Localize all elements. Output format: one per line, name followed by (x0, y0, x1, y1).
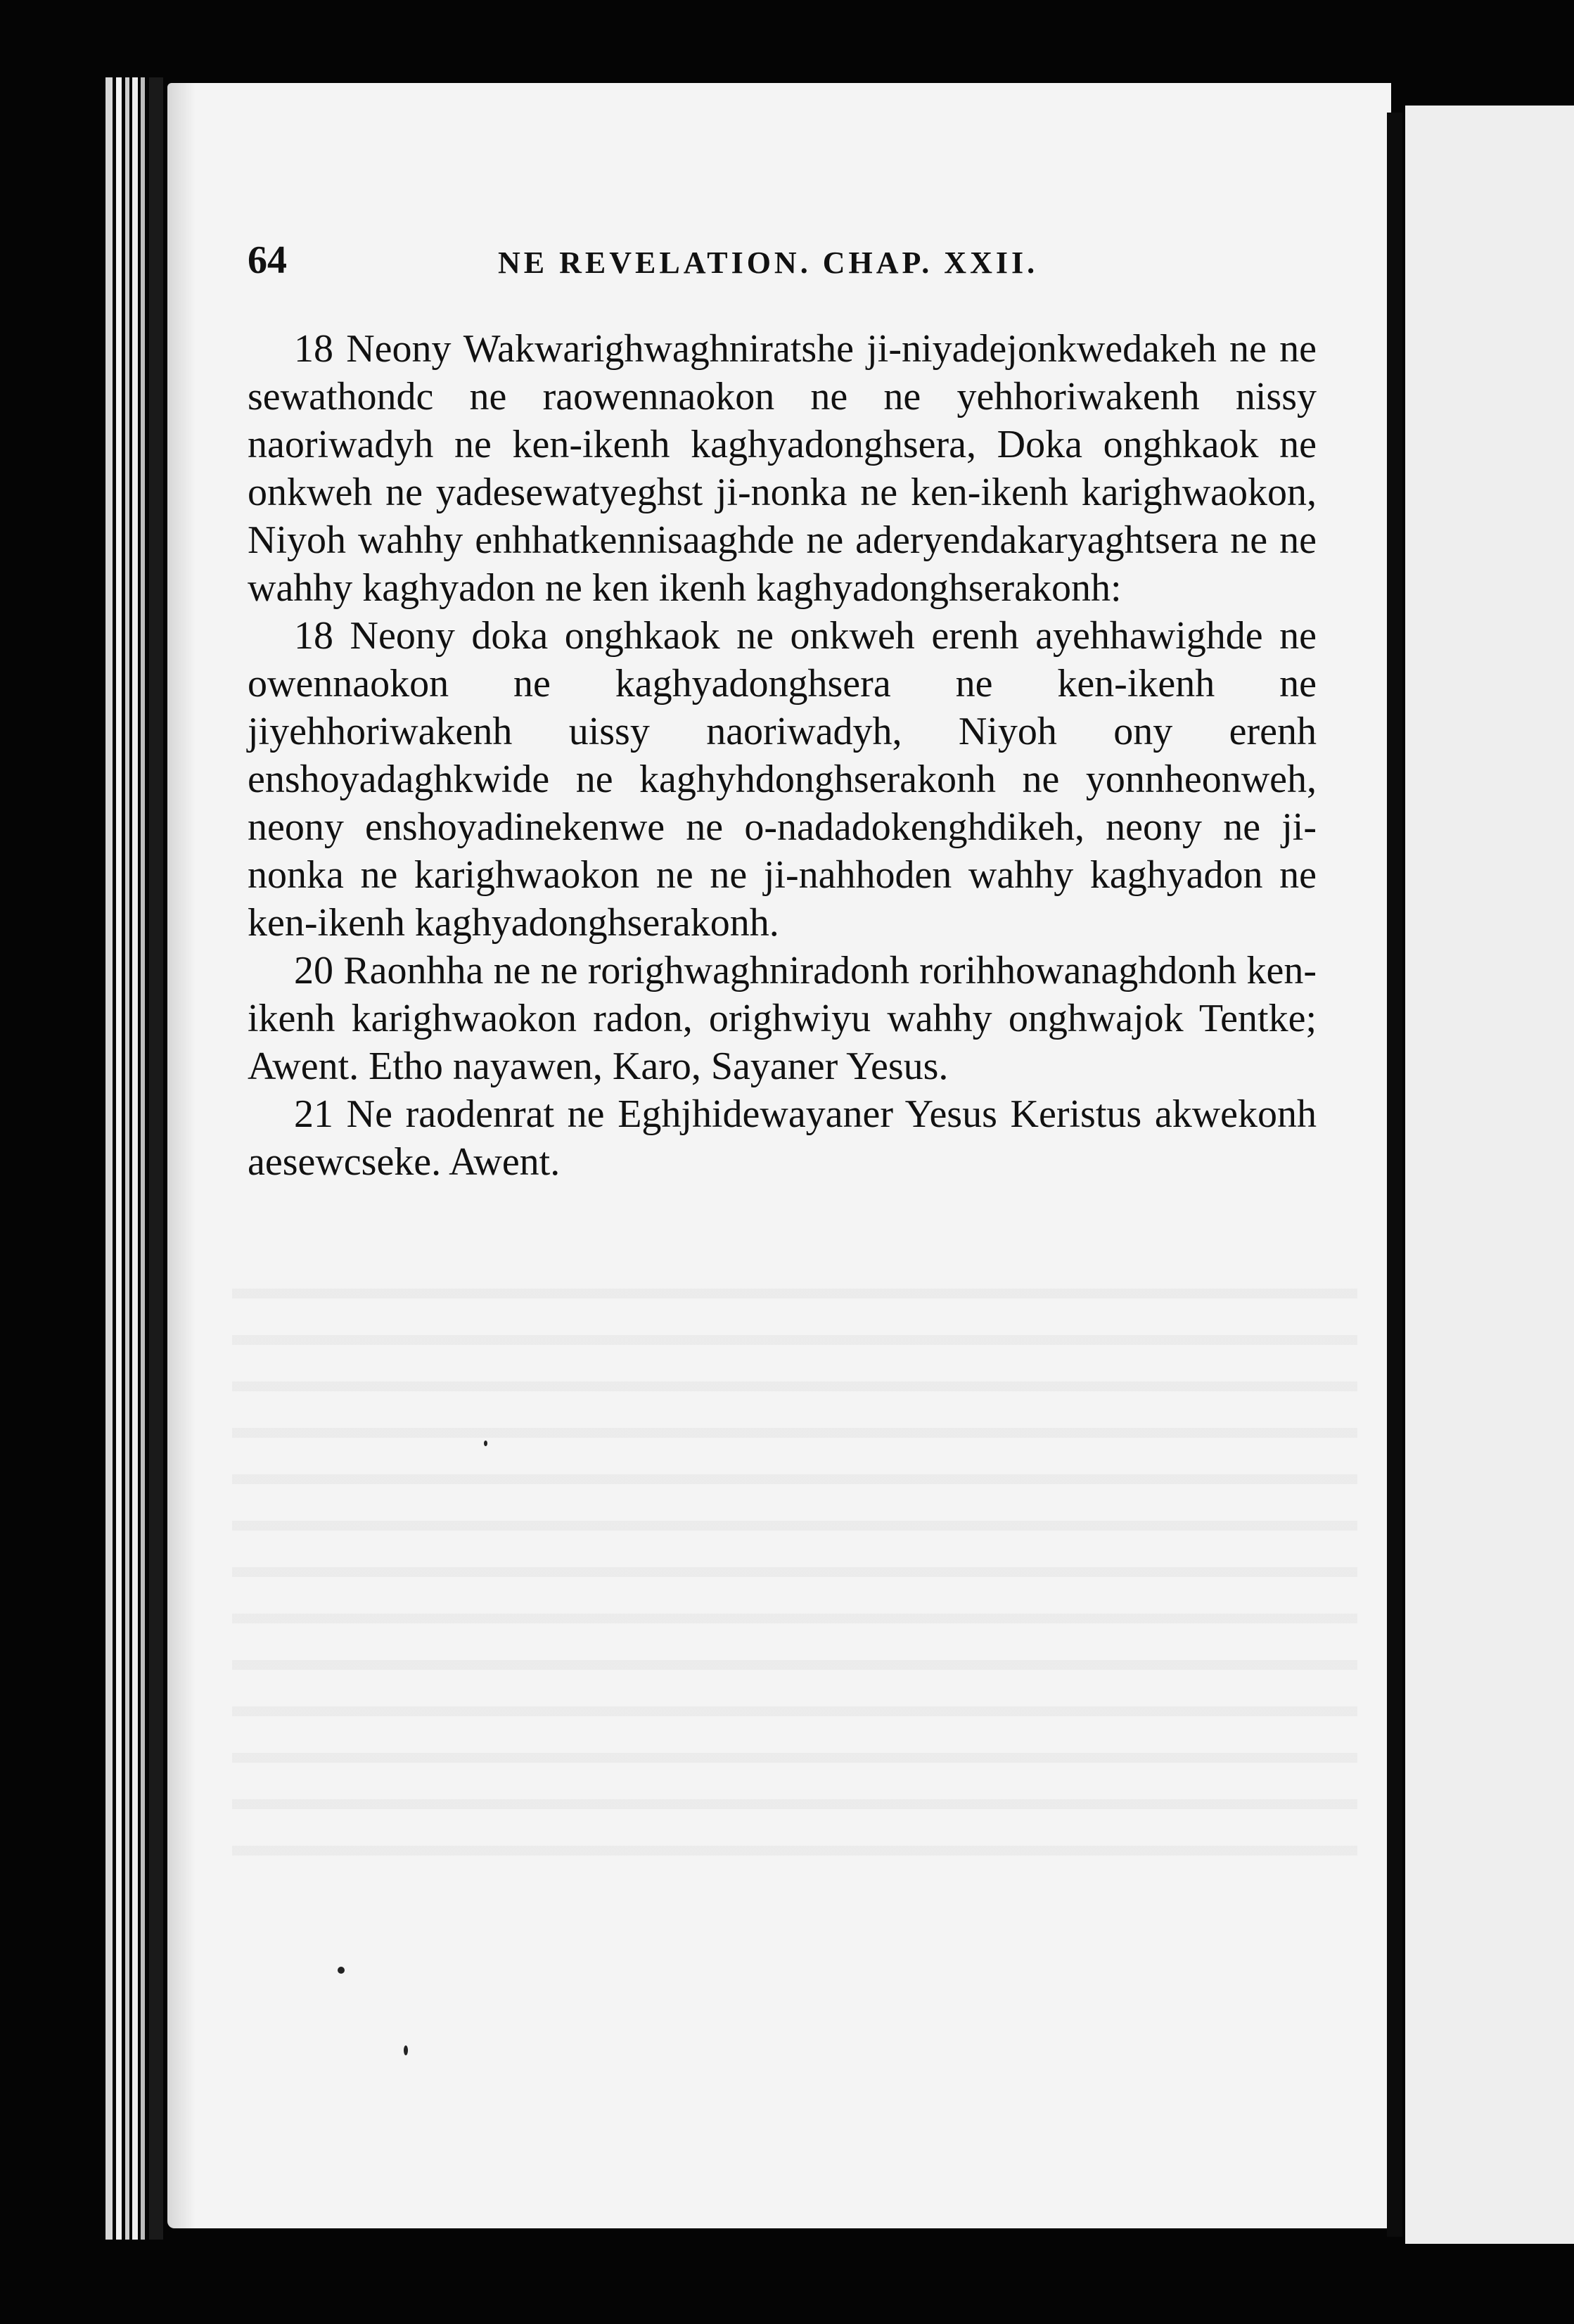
page-number: 64 (248, 238, 287, 282)
page-edge (125, 77, 129, 2240)
verse (248, 325, 1317, 612)
verse-text: Neony doka onghkaok ne onkweh erenh ayehhawighde ne owennaokon ne kaghyadonghsera ne ken-ikenh ne jiyehhoriwakenh uissy naoriwadyh, Niyoh ony erenh enshoyadaghkwide ne kaghyhdonghserakonh ne yonnheonweh, neony enshoyadinekenwe ne o-nadadokenghdikeh, neony ne ji-nonka ne karighwaokon ne ne ji-nahhoden wahhy kaghyadon ne ken-ikenh kaghyadonghserakonh. (248, 614, 1317, 945)
page-edge (132, 77, 138, 2240)
page-edge-shadow (149, 77, 163, 2240)
body-text (248, 325, 1317, 1186)
page-shadow (167, 83, 196, 2228)
page-header (248, 238, 1387, 294)
verse-number: 20 (294, 949, 333, 992)
bleed-through-text (232, 1252, 1357, 1885)
verse (248, 612, 1317, 947)
verse-number: 18 (294, 327, 333, 371)
running-head: NE REVELATION. CHAP. XXII. (498, 245, 1039, 280)
verse (248, 947, 1317, 1090)
verse-number: 21 (294, 1092, 333, 1136)
verse-number: 18 (294, 614, 333, 658)
facing-page-edge (1405, 106, 1574, 2244)
page-edge (141, 77, 145, 2240)
verse-text: Raonhha ne ne rorighwaghniradonh rorihhowanaghdonh ken-ikenh karighwaokon radon, orighwiyu wahhy onghwajok Tentke; Awent. Etho nayawen, Karo, Sayaner Yesus. (248, 949, 1317, 1088)
page-edge (116, 77, 122, 2240)
verse (248, 1090, 1317, 1186)
ink-speck (338, 1967, 345, 1974)
ink-speck (484, 1441, 487, 1446)
book-gutter (1387, 113, 1402, 2237)
ink-speck (404, 2045, 408, 2055)
verse-text: Ne raodenrat ne Eghjhidewayaner Yesus Keristus akwekonh aesewcseke. Awent. (248, 1092, 1317, 1184)
verse-text: Neony Wakwarighwaghniratshe ji-niyadejonkwedakeh ne ne sewathondc ne raowennaokon ne ne yehhoriwakenh nissy naoriwadyh ne ken-ikenh kaghyadonghsera, Doka onghkaok ne onkweh ne yadesewatyeghst ji-nonka ne ken-ikenh karighwaokon, Niyoh wahhy enhhatkennisaaghde ne aderyendakaryaghtsera ne ne wahhy kaghyadon ne ken ikenh kaghyadonghserakonh: (248, 327, 1317, 610)
page-edge (105, 77, 113, 2240)
